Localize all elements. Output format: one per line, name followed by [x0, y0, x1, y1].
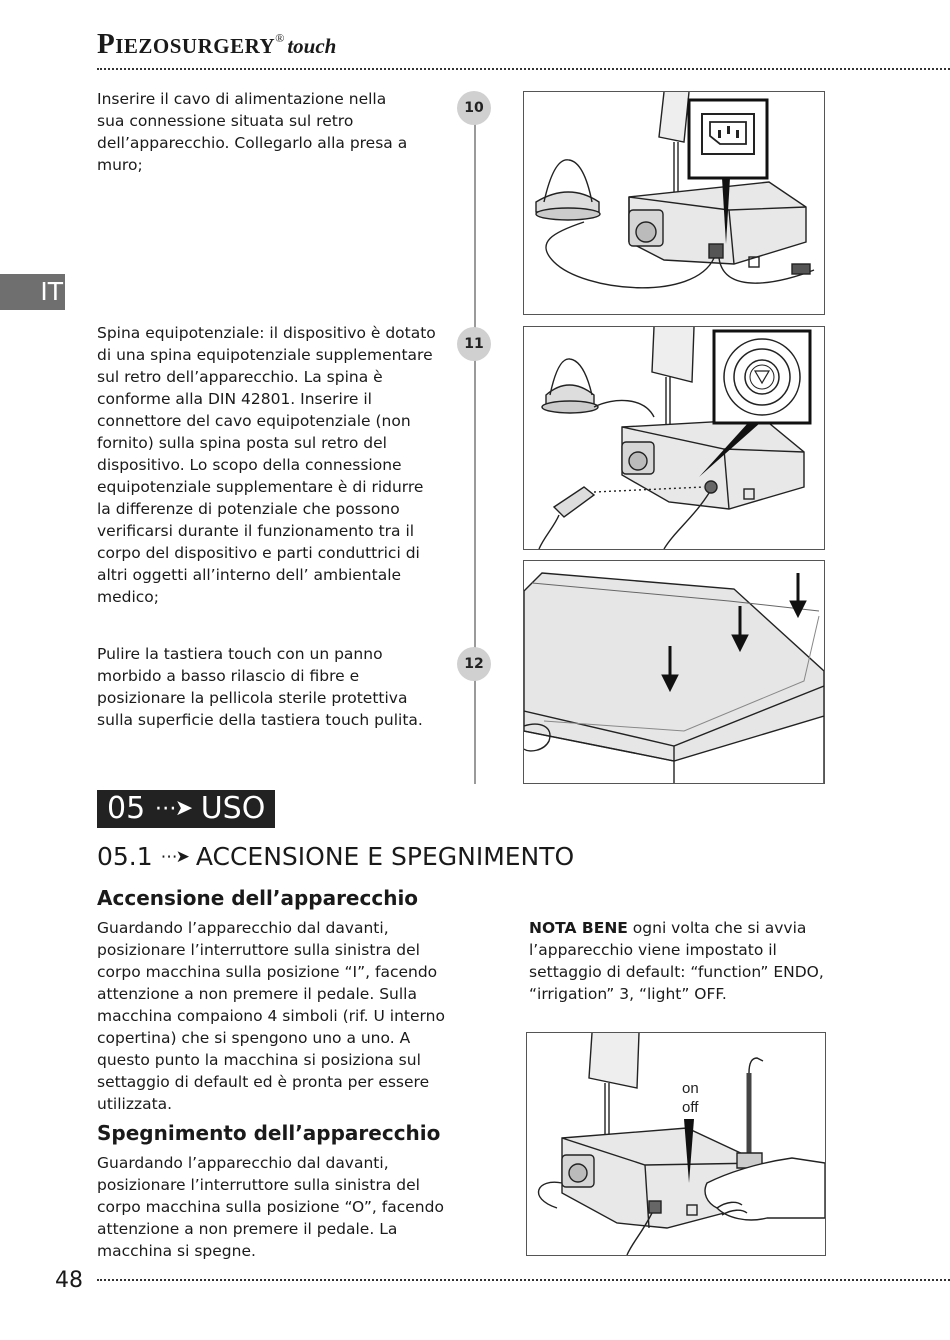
subsection-label: ACCENSIONE E SPEGNIMENTO: [195, 842, 575, 871]
brand-name: IEZOSURGERY: [115, 34, 276, 58]
registered-mark: ®: [275, 31, 285, 45]
subsection-number: 05.1: [97, 842, 153, 871]
section-title: USO: [200, 791, 266, 826]
brand-initial: P: [97, 28, 116, 60]
equipotential-plug-illustration: [524, 327, 824, 549]
section-number: 05: [107, 791, 146, 826]
note-block: [529, 917, 834, 1005]
brand-title: [97, 28, 336, 61]
power-off-heading: Spegnimento dell’apparecchio: [97, 1121, 441, 1145]
step-timeline: [474, 108, 476, 784]
power-switch-figure: [526, 1032, 826, 1256]
power-off-text: Guardando l’apparecchio dal davanti, posizionare l’interruttore sulla sinistra del corpo macchina sulla posizione “O”, facendo attenzione a non premere il pedale. La macchina si spegne.: [97, 1154, 444, 1260]
power-cable-illustration: [524, 92, 824, 314]
step-12-figure: [523, 560, 825, 784]
power-on-heading: Accensione dell’apparecchio: [97, 886, 419, 910]
note-text: ogni volta che si avvia l’apparecchio viene impostato il settaggio di default: “function” ENDO, “irrigation” 3, “light” OFF.: [529, 919, 824, 1003]
step-11-badge: 11: [457, 327, 491, 361]
step-10-badge: 10: [457, 91, 491, 125]
switch-on-label: on: [682, 1080, 699, 1097]
step-11-text: Spina equipotenziale: il dispositivo è dotato di una spina equipotenziale supplementare sul retro dell’apparecchio. La spina è conforme alla DIN 42801. Inserire il connettore del cavo equipotenziale (non fornito) sulla spina posta sul retro del dispositivo. Lo scopo della connessione equipotenziale supplementare è di ridurre la differenze di potenziale che possono verificarsi durante il funzionamento tra il corpo del dispositivo e parti conduttrici di altri oggetti all’interno dell’ ambientale medico;: [97, 324, 436, 606]
step-12-text: Pulire la tastiera touch con un panno morbido a basso rilascio di fibre e posizionare la pellicola sterile protettiva sulla superficie della tastiera touch pulita.: [97, 645, 423, 729]
power-on-text: Guardando l’apparecchio dal davanti, posizionare l’interruttore sulla sinistra del corpo macchina sulla posizione “I”, facendo attenzione a non premere il pedale. Sulla macchina compaiono 4 simboli (rif. U interno copertina) che si spengono uno a uno. A questo punto la macchina si posiziona sul settaggio di default ed è pronta per essere utilizzata.: [97, 919, 445, 1113]
note-label: NOTA BENE: [529, 919, 628, 937]
power-switch-illustration: [527, 1033, 825, 1255]
language-tab: IT: [0, 274, 65, 310]
sterile-film-illustration: [524, 561, 824, 783]
step-10-figure: [523, 91, 825, 315]
header-divider: [97, 68, 950, 70]
arrow-icon: ⋯➤: [154, 796, 192, 821]
subsection-title: [97, 842, 574, 871]
step-11-figure: [523, 326, 825, 550]
switch-off-label: off: [682, 1099, 699, 1116]
brand-touch: touch: [287, 34, 337, 58]
step-12-badge: 12: [457, 647, 491, 681]
step-10-text: Inserire il cavo di alimentazione nella sua connessione situata sul retro dell’apparecchio. Collegarlo alla presa a muro;: [97, 90, 408, 174]
footer-divider: [97, 1279, 950, 1281]
page-number: 48: [55, 1268, 83, 1293]
section-header: [97, 790, 275, 828]
arrow-icon: ⋯➤: [160, 847, 188, 867]
